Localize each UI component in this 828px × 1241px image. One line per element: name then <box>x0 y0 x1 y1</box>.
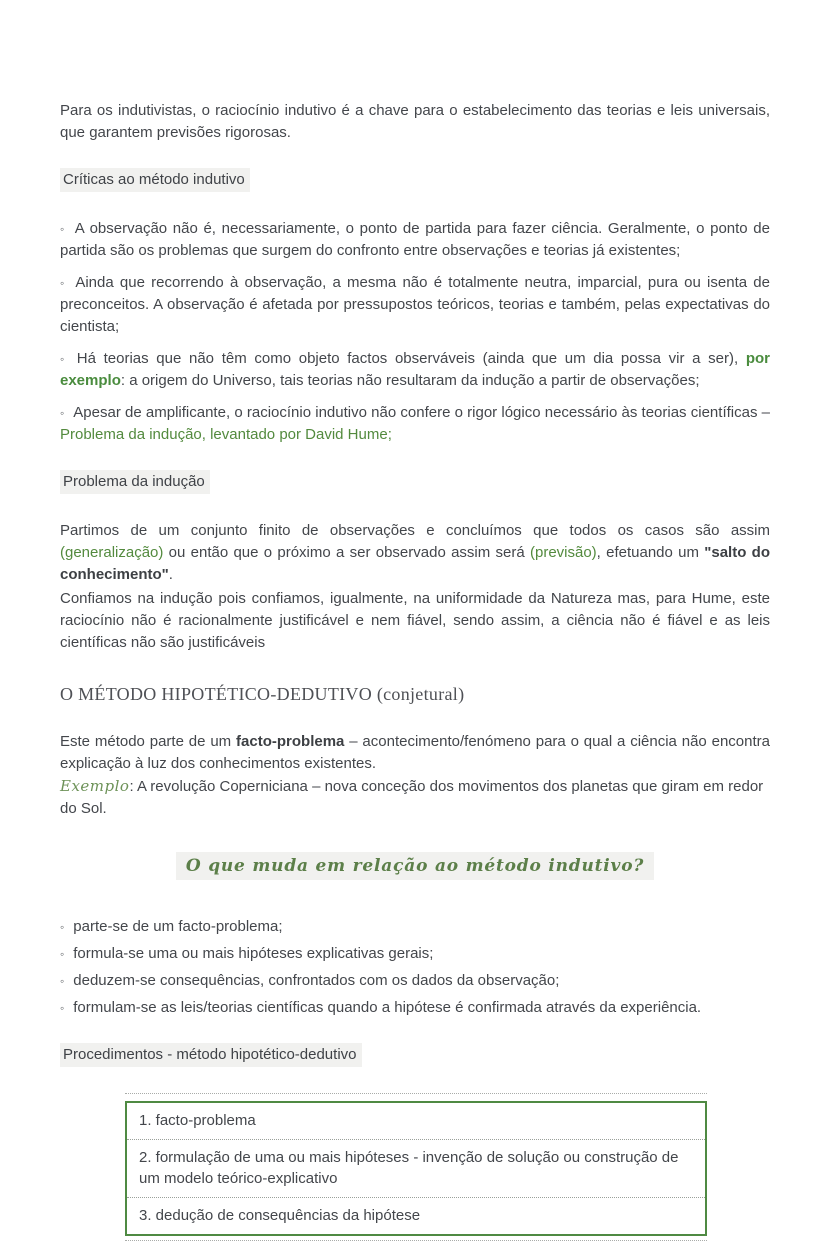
heading-procedimentos: Procedimentos - método hipotético-dedutivo <box>60 1043 362 1067</box>
heading-row-problema <box>60 470 770 494</box>
bold-text: facto-problema <box>236 733 345 750</box>
exemplo-line <box>60 775 770 820</box>
bullet-icon: ◦ <box>60 406 65 420</box>
text-segment: deduzem-se consequências, confrontados com os dados da observação; <box>73 972 560 989</box>
text-segment: : a origem do Universo, tais teorias não resultaram da indução a partir de observações; <box>120 372 700 389</box>
table-row: 1. facto-problema <box>139 1112 256 1129</box>
list-item <box>60 272 770 338</box>
heading-criticas-metodo-indutivo: Críticas ao método indutivo <box>60 168 250 192</box>
bold-text: "salto do conhecimento" <box>60 544 770 583</box>
exemplo-script-label: Exemplo <box>60 777 130 795</box>
highlight-green-text: (generalização) <box>60 544 164 561</box>
intro-paragraph: Para os indutivistas, o raciocínio indutivo é a chave para o estabelecimento das teorias e leis universais, que garantem previsões rigorosas. <box>60 102 770 141</box>
problema-paragraph-1 <box>60 520 770 586</box>
text-segment: : A revolução Coperniciana – nova conceção dos movimentos dos planetas que giram em redor do Sol. <box>60 778 764 817</box>
procedimentos-table <box>125 1101 707 1236</box>
list-item <box>60 916 770 938</box>
heading-metodo-hipotetico-dedutivo: O MÉTODO HIPOTÉTICO-DEDUTIVO (conjetural) <box>60 684 465 704</box>
bullet-icon: ◦ <box>60 1001 65 1015</box>
text-segment: ou então que o próximo a ser observado assim será <box>163 544 530 561</box>
mudancas-list <box>60 916 770 1019</box>
list-item <box>60 943 770 965</box>
procedimentos-table-wrap <box>125 1093 707 1241</box>
list-item <box>60 348 770 392</box>
text-segment: Apesar de amplificante, o raciocínio indutivo não confere o rigor lógico necessário às teorias científicas – <box>73 404 770 421</box>
text-segment: A observação não é, necessariamente, o ponto de partida para fazer ciência. Geralmente, o ponto de partida são os problemas que surgem do confronto entre observações e teorias já existentes; <box>60 220 770 259</box>
bullet-icon: ◦ <box>60 974 65 988</box>
metodo-paragraph <box>60 731 770 775</box>
text-segment: Partimos de um conjunto finito de observações e concluímos que todos os casos são assim <box>60 522 770 539</box>
list-item <box>60 997 770 1019</box>
question-row <box>60 852 770 880</box>
heading-row-criticas <box>60 168 770 192</box>
text-segment: – acontecimento/fenómeno para o qual a ciência não encontra explicação à luz dos conhecimentos existentes. <box>60 733 770 772</box>
text-segment: formula-se uma ou mais hipóteses explicativas gerais; <box>73 945 434 962</box>
text-segment: Este método parte de um <box>60 733 237 750</box>
list-item <box>60 218 770 262</box>
list-item <box>60 402 770 446</box>
list-item <box>60 970 770 992</box>
text-segment: parte-se de um facto-problema; <box>73 918 283 935</box>
heading-row-procedimentos <box>60 1043 770 1067</box>
text-segment: , efetuando um <box>596 544 705 561</box>
heading-problema-da-inducao: Problema da indução <box>60 470 210 494</box>
criticas-list <box>60 218 770 446</box>
bullet-icon: ◦ <box>60 947 65 961</box>
bullet-icon: ◦ <box>60 222 66 236</box>
table-row: 2. formulação de uma ou mais hipóteses - invenção de solução ou construção de um modelo teórico-explicativo <box>127 1139 705 1197</box>
highlight-green-text: Problema da indução, levantado por David Hume; <box>60 426 392 443</box>
bullet-icon: ◦ <box>60 276 67 290</box>
highlight-green-text: (previsão) <box>529 544 597 561</box>
table-row: 3. dedução de consequências da hipótese <box>127 1197 705 1234</box>
bullet-icon: ◦ <box>60 352 68 366</box>
text-segment: Ainda que recorrendo à observação, a mesma não é totalmente neutra, imparcial, pura ou isenta de preconceitos. A observação é afetada por pressupostos teóricos, teorias e também, pelas expectativas do cientista; <box>60 274 770 335</box>
text-segment: . <box>168 566 173 583</box>
bullet-icon: ◦ <box>60 920 65 934</box>
text-segment: formulam-se as leis/teorias científicas quando a hipótese é confirmada através da experiência. <box>73 999 702 1016</box>
highlight-green-bold-text: por exemplo <box>60 350 770 389</box>
script-question-heading: O que muda em relação ao método indutivo? <box>176 852 654 880</box>
text-segment: Há teorias que não têm como objeto factos observáveis (ainda que um dia possa vir a ser), <box>76 350 746 367</box>
problema-paragraph-2: Confiamos na indução pois confiamos, igualmente, na uniformidade da Natureza mas, para Hume, este raciocínio não é racionalmente justificável e nem fiável, sendo assim, a ciência não é fiável e as leis científicas não são justificáveis <box>60 590 770 651</box>
